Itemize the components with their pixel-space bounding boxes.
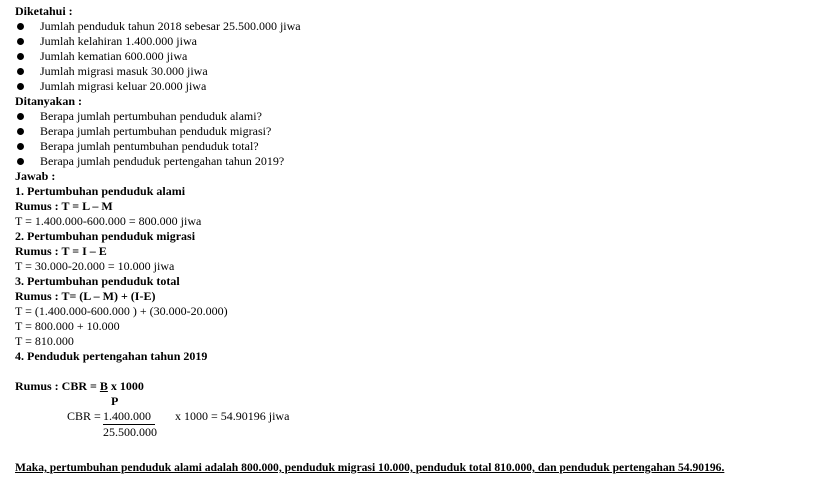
section-1-calculation: T = 1.400.000-600.000 = 800.000 jiwa xyxy=(15,214,202,228)
section-1-formula: Rumus : T = L – M xyxy=(15,199,113,213)
list-item: Berapa jumlah pentumbuhan penduduk total? xyxy=(15,139,835,154)
section-4-title: 4. Penduduk pertengahan tahun 2019 xyxy=(15,349,208,363)
bullet-icon xyxy=(17,158,24,165)
bullet-icon xyxy=(17,23,24,30)
bullet-icon xyxy=(17,113,24,120)
section-2-calculation: T = 30.000-20.000 = 10.000 jiwa xyxy=(15,259,175,273)
section-4-formula: Rumus : CBR = B x 1000 P xyxy=(15,379,144,408)
section-3-calculation-3: T = 810.000 xyxy=(15,334,74,348)
list-item: Jumlah kelahiran 1.400.000 jiwa xyxy=(15,34,835,49)
diketahui-heading: Diketahui : xyxy=(15,4,73,18)
bullet-icon xyxy=(17,68,24,75)
list-item: Jumlah migrasi masuk 30.000 jiwa xyxy=(15,64,835,79)
formula-numerator: B xyxy=(99,379,108,393)
section-1-title: 1. Pertumbuhan penduduk alami xyxy=(15,184,186,198)
ditanyakan-heading: Ditanyakan : xyxy=(15,94,83,108)
document-body xyxy=(15,4,835,441)
fraction-denominator: 25.500.000 xyxy=(103,425,157,439)
bullet-icon xyxy=(17,128,24,135)
section-3-calculation-1: T = (1.400.000-600.000 ) + (30.000-20.000) xyxy=(15,304,228,318)
bullet-icon xyxy=(17,143,24,150)
section-2-formula: Rumus : T = I – E xyxy=(15,244,107,258)
conclusion-text: Maka, pertumbuhan penduduk alami adalah 800.000, penduduk migrasi 10.000, penduduk total 810.000, dan penduduk pertengahan 54.90196. xyxy=(15,461,725,474)
section-2-title: 2. Pertumbuhan penduduk migrasi xyxy=(15,229,196,243)
bullet-icon xyxy=(17,83,24,90)
list-item: Berapa jumlah pertumbuhan penduduk migrasi? xyxy=(15,124,835,139)
list-item: Jumlah kematian 600.000 jiwa xyxy=(15,49,835,64)
jawab-heading: Jawab : xyxy=(15,169,56,183)
bullet-icon xyxy=(17,53,24,60)
list-item: Berapa jumlah penduduk pertengahan tahun 2019? xyxy=(15,154,835,169)
list-item: Berapa jumlah pertumbuhan penduduk alami? xyxy=(15,109,835,124)
section-4-calculation: CBR = 1.400.000 x 1000 = 54.90196 jiwa 25.500.000 xyxy=(67,409,290,439)
formula-denominator: P xyxy=(111,394,119,408)
bullet-icon xyxy=(17,38,24,45)
list-item: Jumlah migrasi keluar 20.000 jiwa xyxy=(15,79,835,94)
list-item: Jumlah penduduk tahun 2018 sebesar 25.500.000 jiwa xyxy=(15,19,835,34)
section-3-formula: Rumus : T= (L – M) + (I-E) xyxy=(15,289,156,303)
section-3-title: 3. Pertumbuhan penduduk total xyxy=(15,274,180,288)
blank-line xyxy=(15,364,835,379)
section-3-calculation-2: T = 800.000 + 10.000 xyxy=(15,319,120,333)
fraction-numerator: 1.400.000 xyxy=(103,409,155,425)
